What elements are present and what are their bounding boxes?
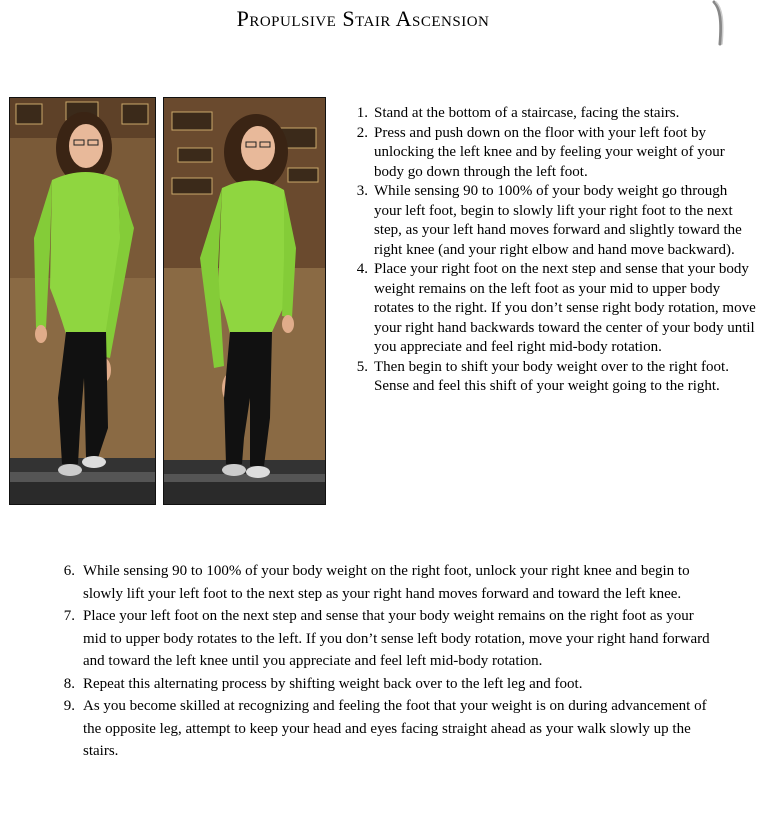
steps-list-bottom [55, 560, 715, 763]
photo-stair-step-front [9, 97, 156, 505]
list-item: 6. While sensing 90 to 100% of your body weight on the right foot, unlock your right knee and begin to slowly lift your left foot to the next step as your right hand moves forward and toward the left knee. [55, 560, 715, 605]
list-item: 7. Place your left foot on the next step and sense that your body weight remains on the right foot as your mid to upper body rotates to the left. If you don’t sense left body rotation, move your right hand forward and toward the left knee until you appreciate and feel left mid-body rotation. [55, 605, 715, 673]
photo-stair-step-rotated [163, 97, 326, 505]
list-item: 2. Press and push down on the floor with your left foot by unlocking the left knee and by feeling your weight of your body go down through the left foot. [346, 124, 758, 183]
steps-list-top [346, 104, 758, 397]
list-item: 5. Then begin to shift your body weight over to the right foot. Sense and feel this shift of your weight going to the right. [346, 358, 758, 397]
list-item: 9. As you become skilled at recognizing and feeling the foot that your weight is on during advancement of the opposite leg, attempt to keep your head and eyes facing straight ahead as your walk slowly up the stairs. [55, 695, 715, 763]
step-text: Repeat this alternating process by shifting weight back over to the left leg and foot. [83, 675, 583, 692]
list-item: 1. Stand at the bottom of a staircase, facing the stairs. [346, 104, 758, 124]
list-item: 8. Repeat this alternating process by shifting weight back over to the left leg and foot. [55, 673, 715, 696]
list-item: 3. While sensing 90 to 100% of your body weight go through your left foot, begin to slowly lift your right foot to the next step, as your left hand moves forward and slightly toward the right knee (and your right elbow and hand move backward). [346, 182, 758, 260]
step-text: While sensing 90 to 100% of your body weight go through your left foot, begin to slowly lift your right foot to the next step, as your left hand moves forward and slightly toward the right knee (and your right elbow and hand move backward). [374, 183, 742, 258]
step-text: Place your left foot on the next step and sense that your body weight remains on the right foot as your mid to upper body rotates to the left. If you don’t sense left body rotation, move your right hand forward and toward the left knee until you appreciate and feel left mid-body rotation. [83, 608, 710, 669]
list-item: 4. Place your right foot on the next step and sense that your body weight remains on the left foot as your mid to upper body rotates to the right. If you don’t sense right body rotation, move your right hand backwards toward the center of your body until you appreciate and feel right mid-body rotation. [346, 260, 758, 358]
step-text: While sensing 90 to 100% of your body weight on the right foot, unlock your right knee and begin to slowly lift your left foot to the next step as your right hand moves forward and toward the left knee. [83, 563, 690, 602]
step-text: As you become skilled at recognizing and feeling the foot that your weight is on during advancement of the opposite leg, attempt to keep your head and eyes facing straight ahead as your walk slowly up the stairs. [83, 698, 707, 759]
corner-hook-icon [706, 0, 730, 48]
page-title: Propulsive Stair Ascension [236, 6, 490, 31]
step-text: Place your right foot on the next step and sense that your body weight remains on the left foot as your mid to upper body rotates to the right. If you don’t sense right body rotation, move your right hand backwards toward the center of your body until you appreciate and feel right mid-body rotation. [374, 261, 756, 355]
step-text: Then begin to shift your body weight over to the right foot. Sense and feel this shift of your weight going to the right. [374, 358, 729, 394]
step-text: Stand at the bottom of a staircase, facing the stairs. [374, 105, 680, 121]
step-text: Press and push down on the floor with your left foot by unlocking the left knee and by feeling your weight of your body go down through the left foot. [374, 124, 725, 180]
